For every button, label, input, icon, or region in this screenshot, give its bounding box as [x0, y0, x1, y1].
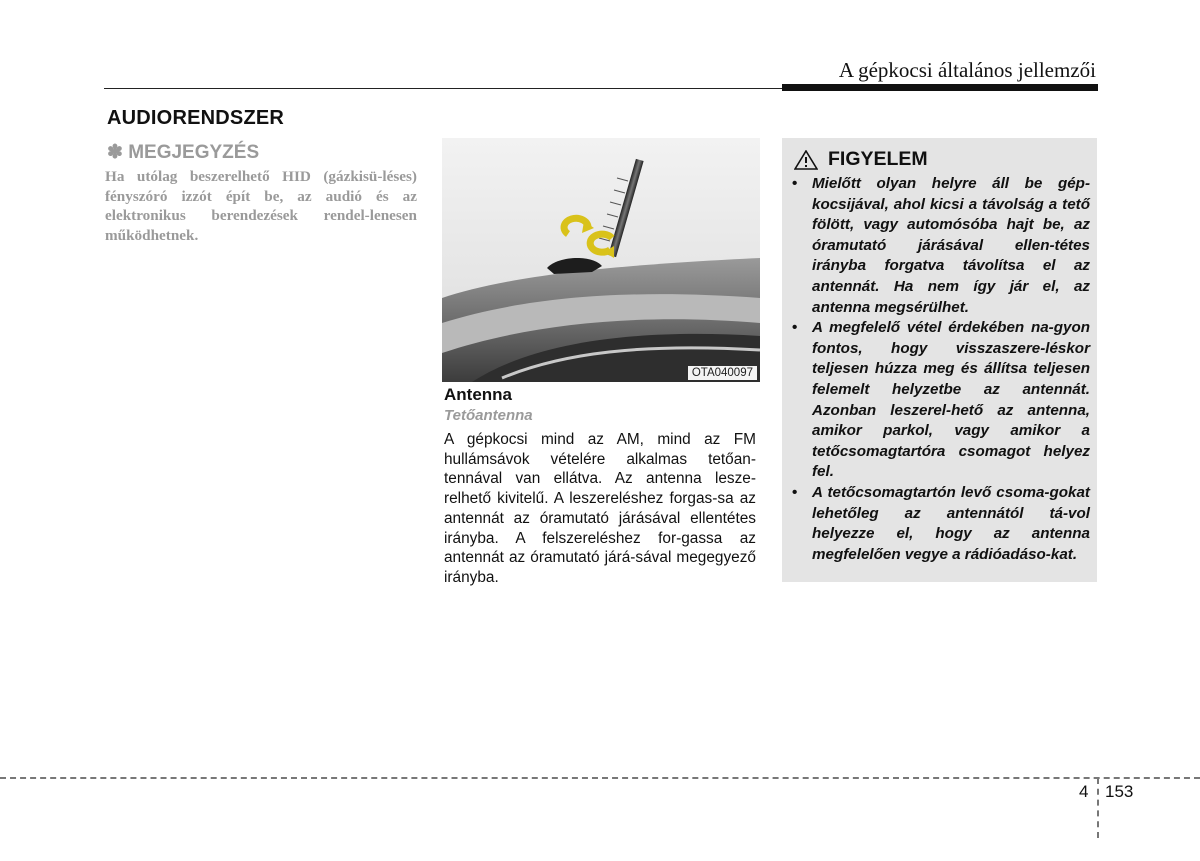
footer-divider	[1097, 778, 1099, 838]
car-roof-antenna-illustration	[442, 138, 760, 382]
section-title: AUDIORENDSZER	[107, 107, 285, 129]
header-rule-bar	[782, 84, 1098, 91]
warning-box	[782, 138, 1097, 582]
footer-rule	[0, 777, 1200, 779]
note-body: Ha utólag beszerelhető HID (gázkisü-léses) fényszóró izzót épít be, az audió és az elektronikus berendezések rendel-lenesen működhetnek.	[105, 168, 417, 244]
header-rule	[104, 88, 784, 89]
page-number: 153	[1105, 782, 1134, 801]
antenna-subtitle: Tetőantenna	[444, 407, 533, 424]
chapter-number: 4	[1079, 782, 1089, 801]
bullet-icon: •	[792, 175, 798, 192]
note-heading	[107, 141, 259, 164]
warning-item: • A tetőcsomagtartón levő csoma-gokat lehetőleg az antennától tá-vol helyezze el, hogy az antenna megfelelően vegye a rádióadáso-kat.	[792, 483, 1090, 563]
antenna-figure	[442, 138, 760, 382]
running-header: A gépkocsi általános jellemzői	[838, 58, 1096, 82]
antenna-body: A gépkocsi mind az AM, mind az FM hullámsávok vételére alkalmas tetőan-tennával van ellátva. Az antenna lesze-relhető kivitelű. A leszereléshez forgas-sa az antennát az óramutató járásával ellentétes irányba. A felszereléshez for-gassa az antennát az óramutató járá-sával megegyező irányba.	[444, 431, 756, 586]
warning-triangle-icon	[794, 150, 818, 170]
antenna-title: Antenna	[444, 385, 512, 404]
warning-item: • A megfelelő vétel érdekében na-gyon fontos, hogy visszaszere-léskor teljesen húzza meg és állítsa teljesen felemelt helyzetbe az antennát. Azonban leszerel-hető az antenna, amikor parkol, vagy amikor a tetőcsomagtartóra csomagot helyez fel.	[792, 319, 1090, 481]
bullet-icon: •	[792, 319, 798, 337]
warning-item: • Mielőtt olyan helyre áll be gép-kocsijával, ahol kicsi a távolság a tető fölött, vagy automósóba hajt be, az óramutató járásával ellen-tétes irányba forgatva távolítsa el az antennát. Ha nem így jár el, az antenna megsérülhet.	[792, 175, 1090, 316]
figure-code: OTA040097	[688, 366, 757, 380]
warning-list	[790, 174, 1090, 565]
warning-title: FIGYELEM	[828, 148, 928, 170]
bullet-icon: •	[792, 483, 798, 501]
note-title: MEGJEGYZÉS	[128, 142, 260, 163]
note-symbol-icon: ✽	[107, 142, 123, 163]
